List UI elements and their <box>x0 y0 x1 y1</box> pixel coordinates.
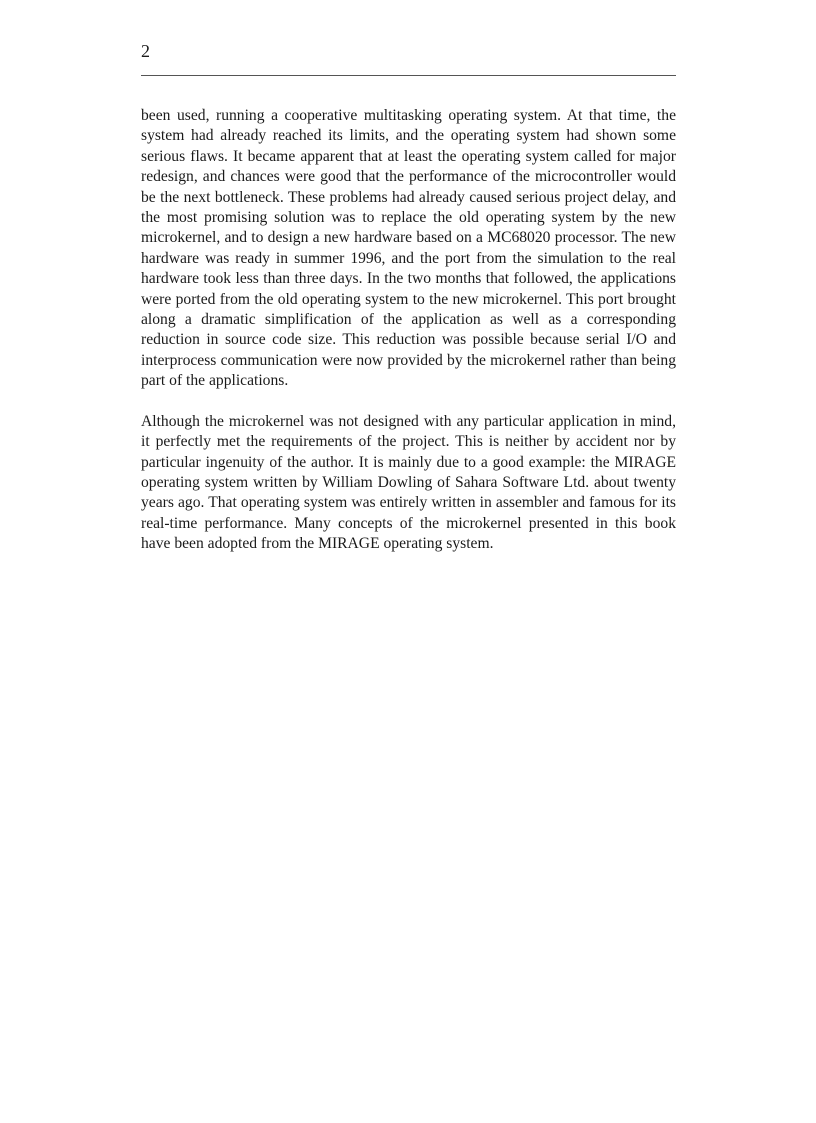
header-rule <box>141 75 676 76</box>
body-text <box>141 106 676 555</box>
page-number: 2 <box>141 41 150 61</box>
paragraph-1: been used, running a cooperative multitasking operating system. At that time, the system had already reached its limits, and the operating system had shown some serious flaws. It became apparent that at least the operating system called for major redesign, and chances were good that the performance of the microcontroller would be the next bottleneck. These problems had already caused serious project delay, and the most promising solution was to replace the old operating system by the new microkernel, and to design a new hardware based on a MC68020 processor. The new hardware was ready in summer 1996, and the port from the simulation to the real hardware took less than three days. In the two months that followed, the applications were ported from the old operating system to the new microkernel. This port brought along a dramatic simplification of the application as well as a corresponding reduction in source code size. This reduction was possible because serial I/O and interprocess communication were now provided by the microkernel rather than being part of the applications. <box>141 107 676 390</box>
paragraph-2: Although the microkernel was not designed with any particular application in mind, it perfectly met the requirements of the project. This is neither by accident nor by particular ingenuity of the author. It is mainly due to a good example: the MIRAGE operating system written by William Dowling of Sahara Software Ltd. about twenty years ago. That operating system was entirely written in assembler and famous for its real-time performance. Many concepts of the microkernel presented in this book have been adopted from the MIRAGE operating system. <box>141 412 676 553</box>
